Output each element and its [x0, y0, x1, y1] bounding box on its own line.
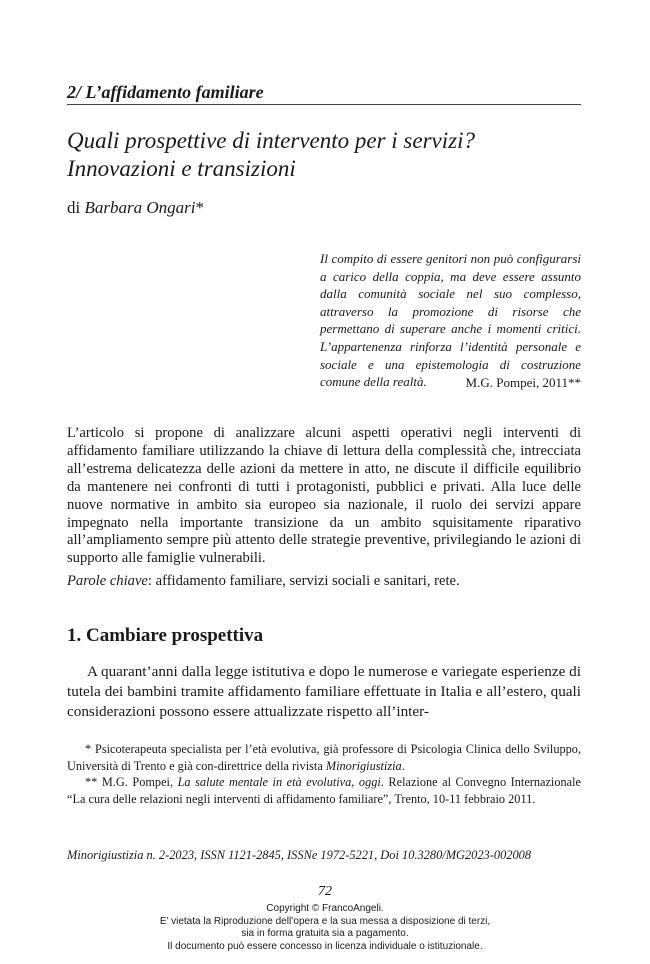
keywords-list: : affidamento familiare, servizi sociali e sanitari, rete.	[147, 573, 460, 589]
body-paragraph: A quarant’anni dalla legge istitutiva e dopo le numerose e variegate esperienze di tutela dei bambini tramite affidamento familiare effettuate in Italia e all’estero, quali considerazioni possono essere attualizzate rispetto all’inter-	[67, 663, 581, 720]
footnote-2-title: La salute mentale in età evolutiva, oggi	[177, 775, 381, 789]
byline	[67, 198, 204, 218]
page-number: 72	[318, 884, 332, 899]
article-title	[67, 127, 581, 183]
copyright-line-2: E’ vietata la Riproduzione dell’opera e la sua messa a disposizione di terzi,	[159, 915, 491, 927]
footnote-1-text: * Psicoterapeuta specialista per l’età evolutiva, già professore di Psicologia Clinica dello Sviluppo, Università di Trento e già con-direttrice della rivista	[67, 742, 581, 773]
footnote-2-rest: . Relazione al Convegno Internazionale “La cura delle relazioni negli interventi di affidamento familiare”, Trento, 10-11 febbraio 2011.	[67, 775, 581, 806]
copyright-line-1: Copyright © FrancoAngeli.	[266, 903, 384, 914]
author-footnote-mark: *	[195, 198, 204, 217]
copyright-notice	[0, 903, 650, 953]
keywords	[67, 573, 581, 590]
journal-citation: Minorigiustizia n. 2-2023, ISSN 1121-2845, ISSNe 1972-5221, Doi 10.3280/MG2023-002008	[67, 848, 532, 862]
header-divider	[67, 104, 581, 105]
section-heading: 1. Cambiare prospettiva	[67, 625, 264, 646]
footnote-1	[67, 741, 581, 774]
author-name: Barbara Ongari	[84, 198, 196, 217]
section-label: 2/ L’affidamento familiare	[67, 82, 264, 102]
article-title-line-1: Quali prospettive di intervento per i servizi?	[67, 128, 475, 153]
footnote-2-start: ** M.G. Pompei,	[85, 775, 178, 789]
epigraph-attribution: M.G. Pompei, 2011**	[465, 375, 581, 390]
copyright-line-4: Il documento può essere concesso in licenza individuale o istituzionale.	[167, 940, 483, 952]
abstract: L’articolo si propone di analizzare alcuni aspetti operativi negli interventi di affidamento familiare utilizzando la chiave di lettura della complessità che, intrecciata all’estrema delicatezza delle azioni da mettere in atto, ne discute il difficile equilibrio da mantenere nei confronti di tutti i protagonisti, pubblici e privati. Alla luce delle nuove normative in ambito sia europeo sia nazionale, il ruolo dei servizi appare impegnato nella importante transizione da un ambito squisitamente riparativo all’ampliamento sempre più attento delle strategie preventive, privilegiando le azioni di supporto alle famiglie vulnerabili.	[67, 425, 581, 567]
epigraph-quote: Il compito di essere genitori non può configurarsi a carico della coppia, ma deve essere assunto dalla comunità sociale nel suo complesso, attraverso la promozione di risorse che permettano di superare anche i momenti critici. L’appartenenza rinforza l’identità personale e sociale e una epistemologia di costruzione comune della realtà.	[320, 251, 581, 390]
footnote-1-journal: Minorigiustizia	[325, 758, 402, 773]
byline-prefix: di	[67, 198, 85, 217]
keywords-label: Parole chiave	[67, 573, 148, 589]
footnotes	[67, 741, 581, 807]
copyright-line-3: sia in forma gratuita sia a pagamento.	[241, 928, 409, 939]
article-title-line-2: Innovazioni e transizioni	[67, 156, 296, 181]
footnote-1-end: .	[401, 758, 405, 773]
footnote-2	[67, 774, 581, 807]
